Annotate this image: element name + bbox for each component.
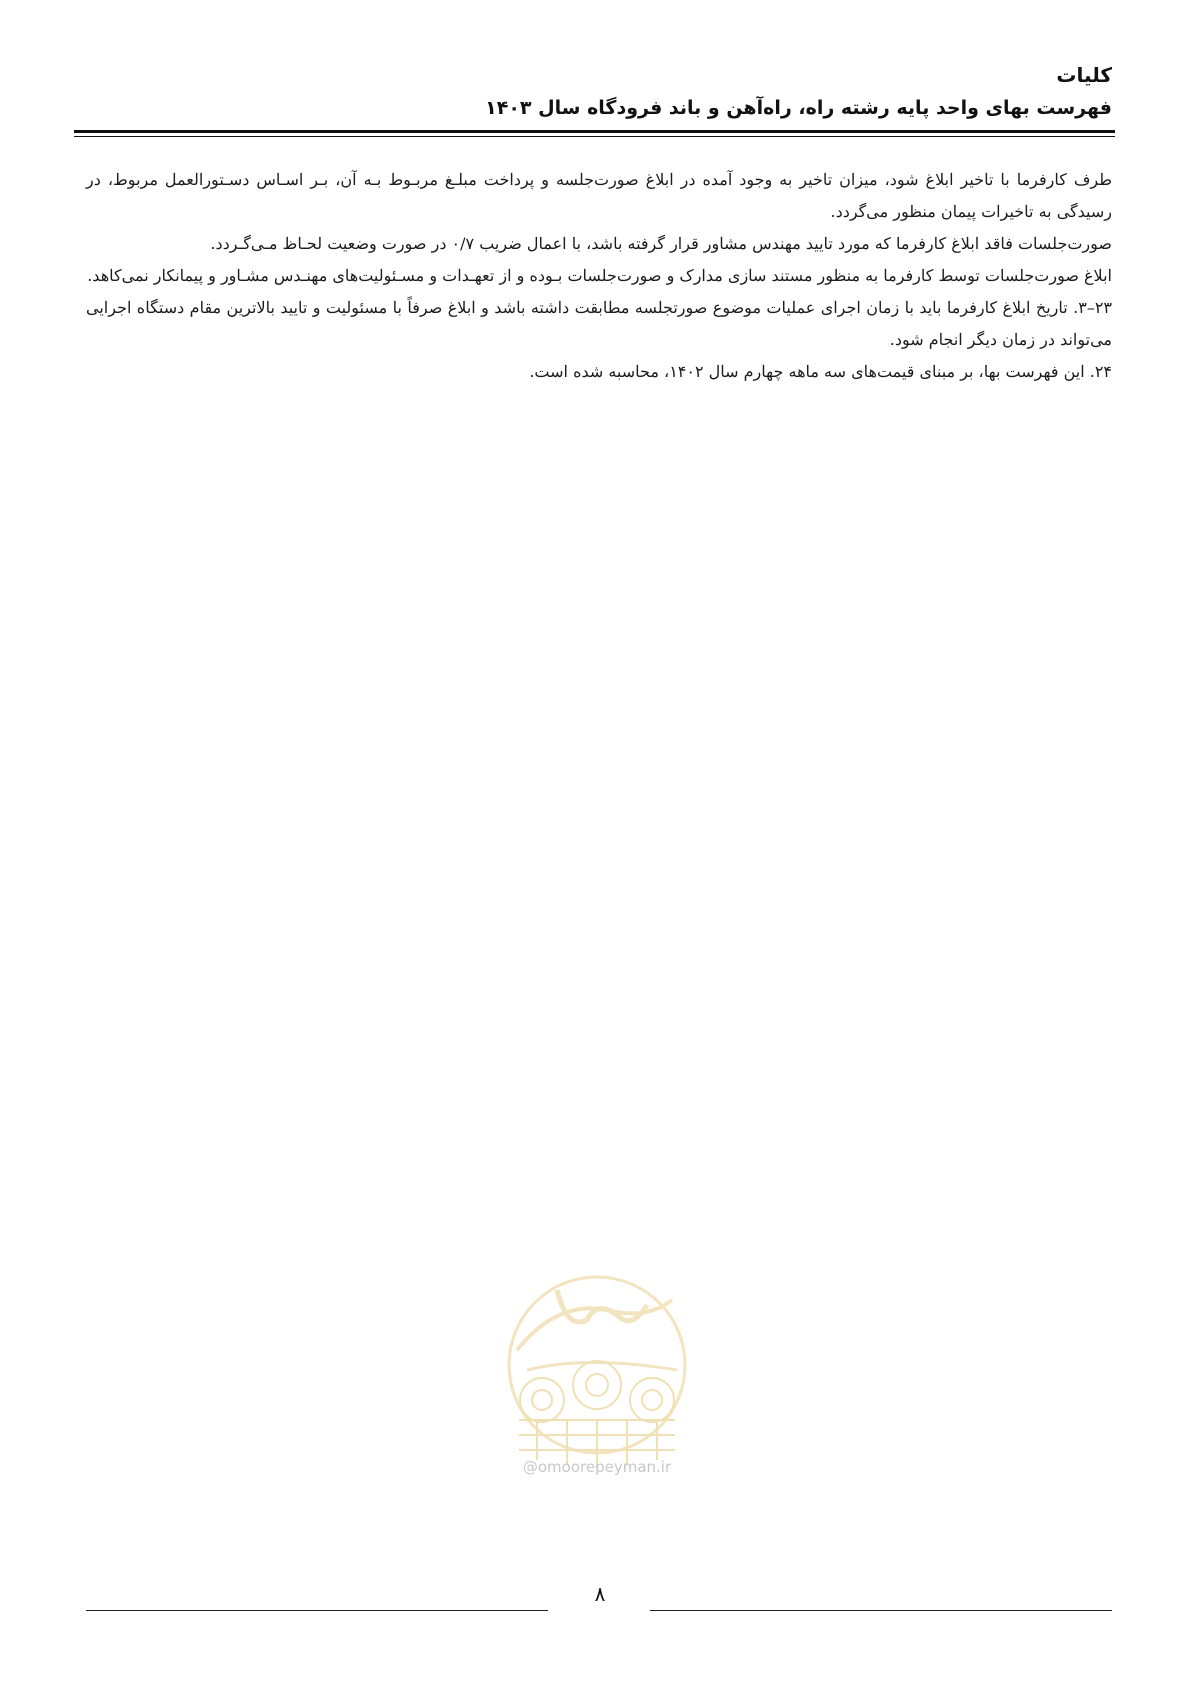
paragraph: صورت‌جلسات فاقد ابلاغ کارفرما که مورد تایید مهندس مشاور قرار گرفته باشد، با اعمال ضریب ۰/۷ در صورت وضعیت لحـاظ مـی‌گـردد.	[210, 234, 1112, 253]
body-text	[86, 164, 1112, 388]
watermark-url: @omoorepeyman.ir	[522, 1458, 672, 1476]
header-rule-thick	[74, 130, 1115, 133]
watermark-logo-icon	[497, 1260, 697, 1480]
paragraph: طرف کارفرما با تاخیر ابلاغ شود، میزان تاخیر به وجود آمده در ابلاغ صورت‌جلسه و پرداخت مبلـغ مربـوط بـه آن، بـر اسـاس دسـتورالعمل مربوط، در رسیدگی به تاخیرات پیمان منظور می‌گردد.	[86, 170, 1112, 221]
footer-rule-right	[650, 1610, 1112, 1611]
header-rule-thin	[74, 136, 1115, 137]
page-number: ۸	[594, 1582, 606, 1606]
page-header	[86, 58, 1112, 124]
document-title: فهرست بهای واحد پایه رشته راه، راه‌آهن و باند فرودگاه سال ۱۴۰۳	[485, 97, 1112, 119]
paragraph: ۲۳–۳. تاریخ ابلاغ کارفرما باید با زمان اجرای عملیات موضوع صورتجلسه مطابقت داشته باشد و ابلاغ صرفاً با مسئولیت و تایید بالاترین مقام دستگاه اجرایی می‌تواند در زمان دیگر انجام شود.	[86, 298, 1112, 349]
footer-rule-left	[86, 1610, 548, 1611]
paragraph: ۲۴. این فهرست بها، بر مبنای قیمت‌های سه ماهه چهارم سال ۱۴۰۲، محاسبه شده است.	[529, 362, 1112, 381]
section-title: کلیات	[1056, 63, 1112, 87]
paragraph: ابلاغ صورت‌جلسات توسط کارفرما به منظور مستند سازی مدارک و صورت‌جلسات بـوده و از تعهـدات و مسـئولیت‌های مهنـدس مشـاور و پیمانکار نمی‌کاهد.	[87, 266, 1112, 285]
